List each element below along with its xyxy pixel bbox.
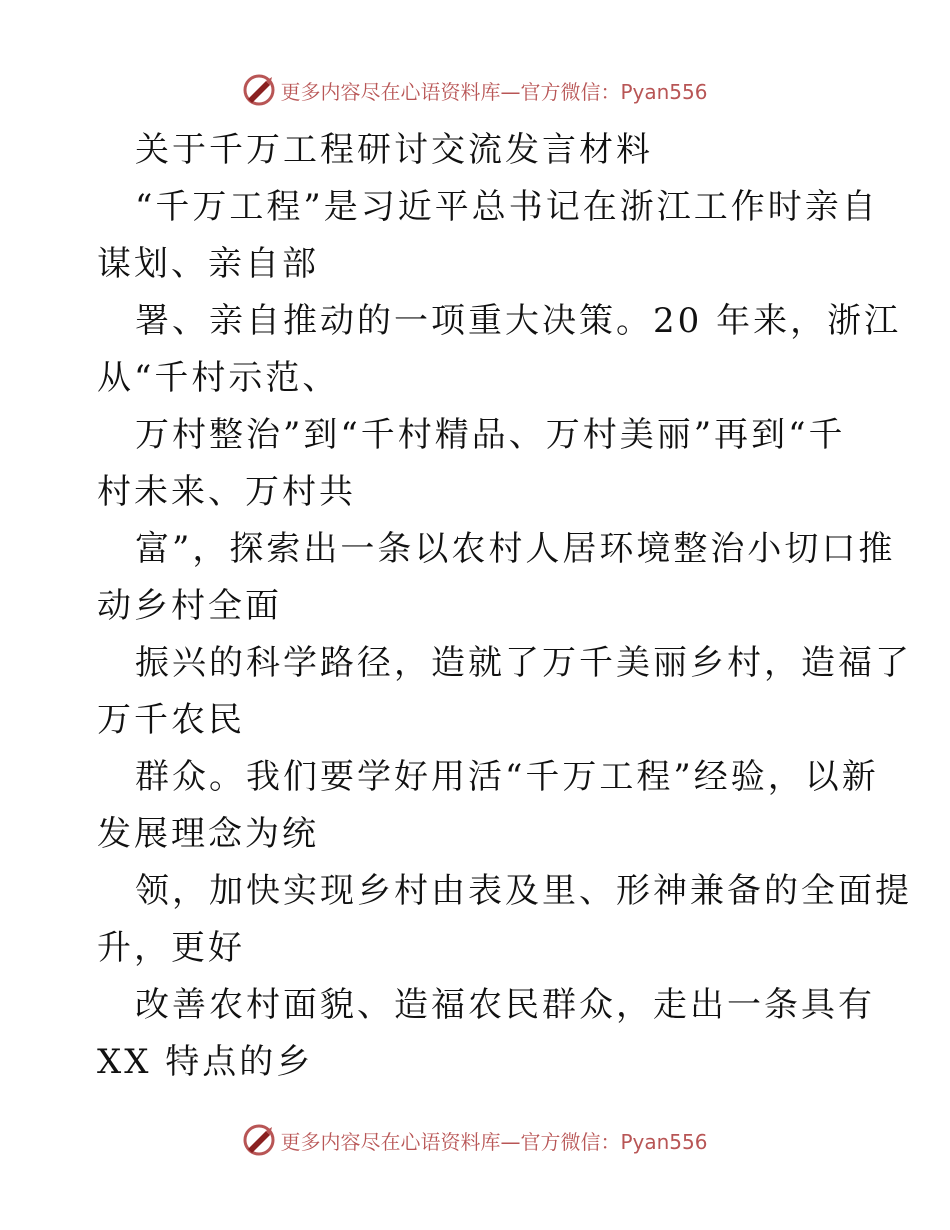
paragraph-line: 改善农村面貌、造福农民群众，走出一条具有: [135, 985, 875, 1025]
paragraph-line: XX 特点的乡: [97, 1042, 314, 1082]
pen-logo-icon: [242, 1123, 276, 1157]
paragraph-line: 动乡村全面: [97, 586, 282, 626]
paragraph-line: 从“千村示范、: [97, 358, 340, 398]
paragraph-line: 谋划、亲自部: [97, 244, 319, 284]
paragraph-line: 振兴的科学路径，造就了万千美丽乡村，造福了: [135, 643, 912, 683]
header-watermark: [0, 70, 950, 110]
paragraph-line: 领，加快实现乡村由表及里、形神兼备的全面提: [135, 871, 912, 911]
paragraph-line: 群众。我们要学好用活“千万工程”经验，以新: [135, 757, 879, 797]
document-body: [97, 122, 912, 1091]
paragraph-line: 万千农民: [97, 700, 245, 740]
paragraph-line: 升，更好: [97, 928, 245, 968]
paragraph-line: 村未来、万村共: [97, 472, 356, 512]
paragraph-line: 发展理念为统: [97, 814, 319, 854]
paragraph-line: 署、亲自推动的一项重大决策。20 年来，浙江: [135, 301, 902, 341]
footer-watermark-text: 更多内容尽在心语资料库—官方微信：Pyan556: [280, 1129, 708, 1154]
pen-logo-icon: [242, 73, 276, 107]
paragraph-line: “千万工程”是习近平总书记在浙江工作时亲自: [135, 187, 879, 227]
header-watermark-text: 更多内容尽在心语资料库—官方微信：Pyan556: [280, 79, 708, 104]
paragraph-line: 万村整治”到“千村精品、万村美丽”再到“千: [135, 415, 846, 455]
document-title: 关于千万工程研讨交流发言材料: [135, 130, 653, 170]
footer-watermark: [0, 1120, 950, 1160]
paragraph-line: 富”，探索出一条以农村人居环境整治小切口推: [135, 529, 896, 569]
